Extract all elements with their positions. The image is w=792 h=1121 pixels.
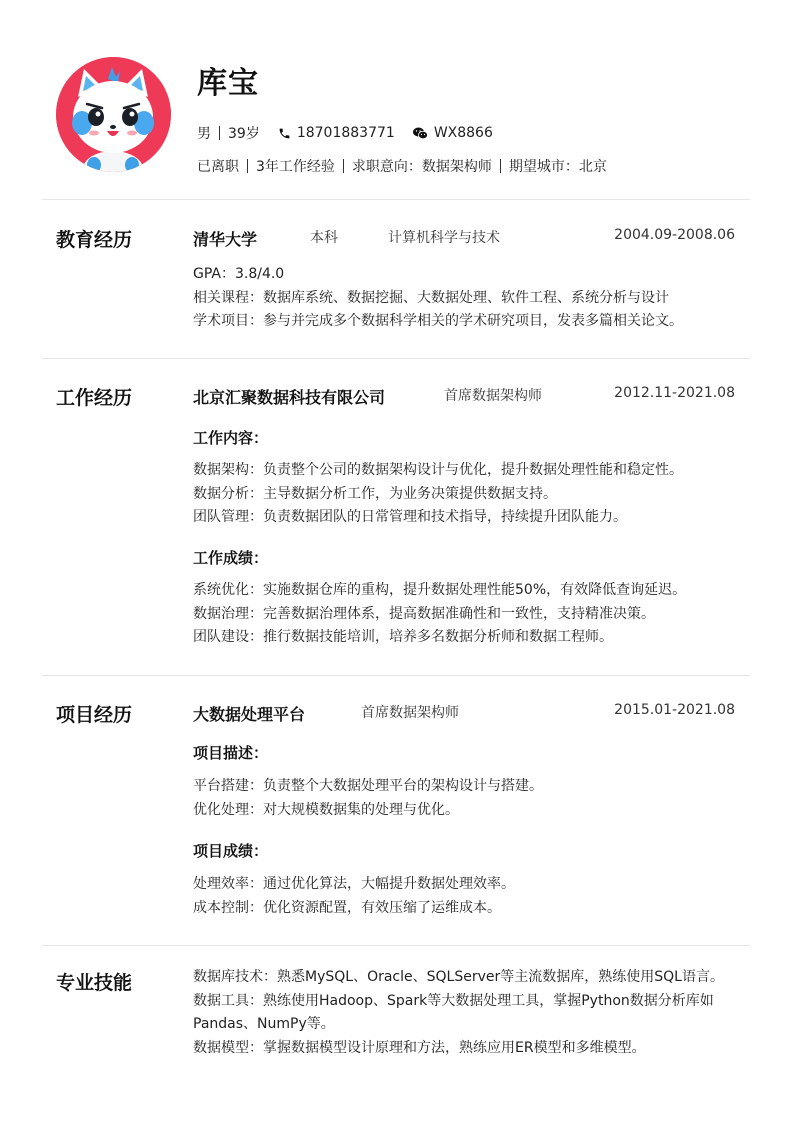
work-achievement-list bbox=[193, 579, 738, 650]
education-details bbox=[193, 263, 738, 334]
expected-city: 期望城市：北京 bbox=[508, 159, 607, 175]
work-experience-years: 3年工作经验 bbox=[256, 159, 335, 175]
work-achievement-line: 团队建设：推行数据技能培训，培养多名数据分析师和数据工程师。 bbox=[193, 629, 613, 645]
work-date: 2012.11-2021.08 bbox=[614, 385, 735, 401]
employment-status: 已离职 bbox=[197, 159, 239, 175]
project-achievement-heading: 项目成绩： bbox=[193, 842, 269, 860]
education-line: GPA：3.8/4.0 bbox=[193, 266, 285, 282]
degree: 本科 bbox=[310, 230, 338, 246]
skills-section-title: 专业技能 bbox=[56, 972, 133, 994]
avatar bbox=[56, 57, 171, 172]
project-achievement-list bbox=[193, 873, 738, 920]
project-section-title: 项目经历 bbox=[56, 704, 133, 726]
separator bbox=[219, 126, 220, 140]
separator bbox=[247, 159, 248, 173]
skill-line: Pandas、NumPy等。 bbox=[193, 1016, 335, 1032]
project-role: 首席数据架构师 bbox=[361, 705, 459, 721]
work-content-heading: 工作内容： bbox=[193, 429, 269, 447]
section-divider bbox=[42, 358, 750, 359]
phone-icon bbox=[278, 127, 291, 140]
project-achievement-line: 处理效率：通过优化算法，大幅提升数据处理效率。 bbox=[193, 876, 515, 892]
work-achievement-heading: 工作成绩： bbox=[193, 549, 269, 567]
work-achievement-line: 系统优化：实施数据仓库的重构，提升数据处理性能50%，有效降低查询延迟。 bbox=[193, 582, 687, 598]
separator bbox=[343, 159, 344, 173]
education-line: 相关课程：数据库系统、数据挖掘、大数据处理、软件工程、系统分析与设计 bbox=[193, 289, 669, 306]
work-achievement-line: 数据治理：完善数据治理体系，提高数据准确性和一致性，支持精准决策。 bbox=[193, 605, 655, 622]
skill-line: 数据工具：熟练使用Hadoop、Spark等大数据处理工具，掌握Python数据分析库如 bbox=[193, 992, 714, 1009]
work-content-line: 数据架构：负责整个公司的数据架构设计与优化，提升数据处理性能和稳定性。 bbox=[193, 462, 683, 478]
project-desc-line: 平台搭建：负责整个大数据处理平台的架构设计与搭建。 bbox=[193, 778, 543, 794]
wechat-icon bbox=[413, 127, 428, 140]
candidate-name: 库宝 bbox=[197, 66, 259, 101]
job-intention: 求职意向：数据架构师 bbox=[351, 159, 492, 175]
work-content-line: 数据分析：主导数据分析工作，为业务决策提供数据支持。 bbox=[193, 485, 557, 502]
project-desc-heading: 项目描述： bbox=[193, 744, 269, 762]
age: 39岁 bbox=[228, 126, 260, 142]
skills-list bbox=[193, 966, 738, 1060]
section-divider bbox=[42, 199, 750, 200]
gender: 男 bbox=[197, 126, 211, 142]
cat-mascot-icon bbox=[56, 57, 171, 172]
project-name: 大数据处理平台 bbox=[193, 705, 306, 724]
education-section-title: 教育经历 bbox=[56, 229, 133, 251]
separator bbox=[500, 159, 501, 173]
education-line: 学术项目：参与并完成多个数据科学相关的学术研究项目，发表多篇相关论文。 bbox=[193, 313, 683, 329]
work-content-line: 团队管理：负责数据团队的日常管理和技术指导，持续提升团队能力。 bbox=[193, 509, 627, 525]
resume-header bbox=[0, 0, 792, 200]
basic-info-row bbox=[197, 123, 493, 143]
phone-number[interactable]: 18701883771 bbox=[296, 125, 395, 141]
section-divider bbox=[42, 945, 750, 946]
job-role: 首席数据架构师 bbox=[444, 388, 542, 404]
education-date: 2004.09-2008.06 bbox=[614, 227, 735, 243]
project-date: 2015.01-2021.08 bbox=[614, 702, 735, 718]
project-desc-list bbox=[193, 775, 738, 822]
wechat-id[interactable]: WX8866 bbox=[433, 125, 493, 141]
work-section-title: 工作经历 bbox=[56, 387, 133, 409]
skill-line: 数据模型：掌握数据模型设计原理和方法，熟练应用ER模型和多维模型。 bbox=[193, 1039, 646, 1056]
school-name: 清华大学 bbox=[193, 230, 258, 249]
company-name: 北京汇聚数据科技有限公司 bbox=[193, 388, 386, 407]
project-desc-line: 优化处理：对大规模数据集的处理与优化。 bbox=[193, 801, 459, 818]
project-achievement-line: 成本控制：优化资源配置，有效压缩了运维成本。 bbox=[193, 899, 501, 916]
job-info-row bbox=[197, 156, 607, 176]
skill-line: 数据库技术：熟悉MySQL、Oracle、SQLServer等主流数据库，熟练使用SQL语言。 bbox=[193, 969, 724, 985]
work-content-list bbox=[193, 459, 738, 530]
major: 计算机科学与技术 bbox=[388, 230, 500, 246]
section-divider bbox=[42, 675, 750, 676]
